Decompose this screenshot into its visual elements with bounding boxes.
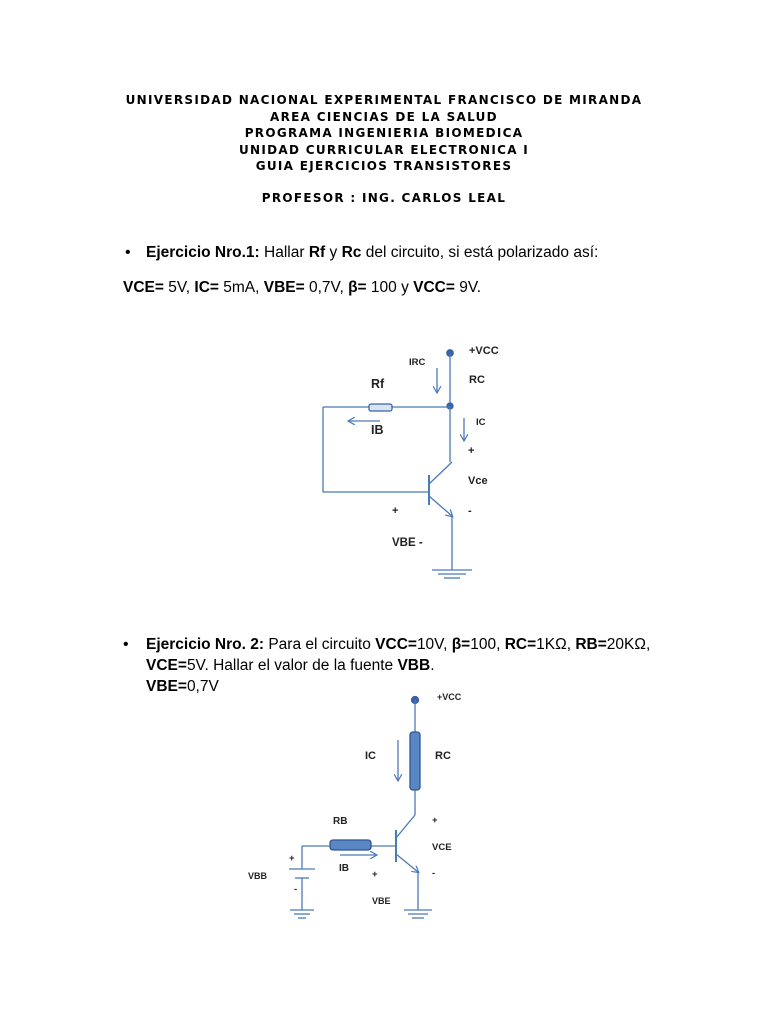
exercise2-statement-cont: VCE=5V. Hallar el valor de la fuente VBB. [146, 657, 435, 674]
c1-label-plus-vbe: + [392, 505, 399, 517]
bullet-1: • [125, 244, 131, 261]
header-professor: PROFESOR : ING. CARLOS LEAL [261, 191, 507, 205]
header-program: PROGRAMA INGENIERIA BIOMEDICA [244, 126, 524, 140]
exercise1-givens: VCE= 5V, IC= 5mA, VBE= 0,7V, β= 100 y VCC= 9V. [123, 279, 482, 296]
c2-label-vbb: VBB [248, 871, 268, 881]
header-university: UNIVERSIDAD NACIONAL EXPERIMENTAL FRANCISCO DE MIRANDA [125, 93, 643, 107]
c1-label-vcc: +VCC [469, 345, 499, 357]
header-unit: UNIDAD CURRICULAR ELECTRONICA I [238, 142, 530, 157]
rb-resistor [330, 840, 371, 850]
exercise1-statement: Ejercicio Nro.1: Hallar Rf y Rc del circuito, si está polarizado así: [146, 244, 599, 261]
exercise2-title: Ejercicio Nro. 2: [146, 636, 265, 653]
c2-label-rb: RB [333, 816, 348, 827]
bullet-2: • [123, 636, 129, 653]
c1-label-vbe: VBE - [392, 537, 423, 549]
c1-label-ic: IC [476, 417, 486, 428]
c2-label-vcc: +VCC [437, 692, 462, 702]
rc-resistor-2 [410, 732, 420, 790]
c2-label-plus-vce: + [432, 815, 438, 826]
c2-label-ic: IC [365, 750, 376, 762]
c2-label-minus-vce: - [432, 868, 436, 879]
exercise1-title: Ejercicio Nro.1: [146, 244, 260, 261]
c1-label-vce: Vce [468, 475, 488, 487]
c2-label-plus-vbe: + [372, 869, 378, 880]
c1-label-minus-vce: - [468, 505, 472, 517]
c2-label-ib: IB [339, 863, 349, 874]
exercise2-statement: Ejercicio Nro. 2: Para el circuito VCC=10V, β=100, RC=1KΩ, RB=20KΩ, [146, 636, 651, 653]
c1-label-rf: Rf [371, 377, 385, 391]
rf-resistor [369, 404, 392, 411]
header-guide: GUIA EJERCICIOS TRANSISTORES [255, 159, 513, 173]
c1-label-irc: IRC [409, 357, 426, 368]
c1-label-plus-vce: + [468, 445, 475, 457]
header-area: AREA CIENCIAS DE LA SALUD [270, 109, 498, 124]
c2-label-plus-vbb: + [289, 853, 295, 864]
c1-label-rc: RC [469, 374, 485, 386]
circuit-2 [289, 697, 432, 919]
c2-label-rc: RC [435, 750, 451, 762]
c2-label-vbe: VBE [372, 896, 391, 906]
c2-label-minus-vbb: - [294, 884, 298, 895]
c1-label-ib: IB [371, 423, 384, 437]
exercise2-vbe: VBE=0,7V [146, 678, 219, 695]
c2-label-vce: VCE [432, 842, 452, 853]
